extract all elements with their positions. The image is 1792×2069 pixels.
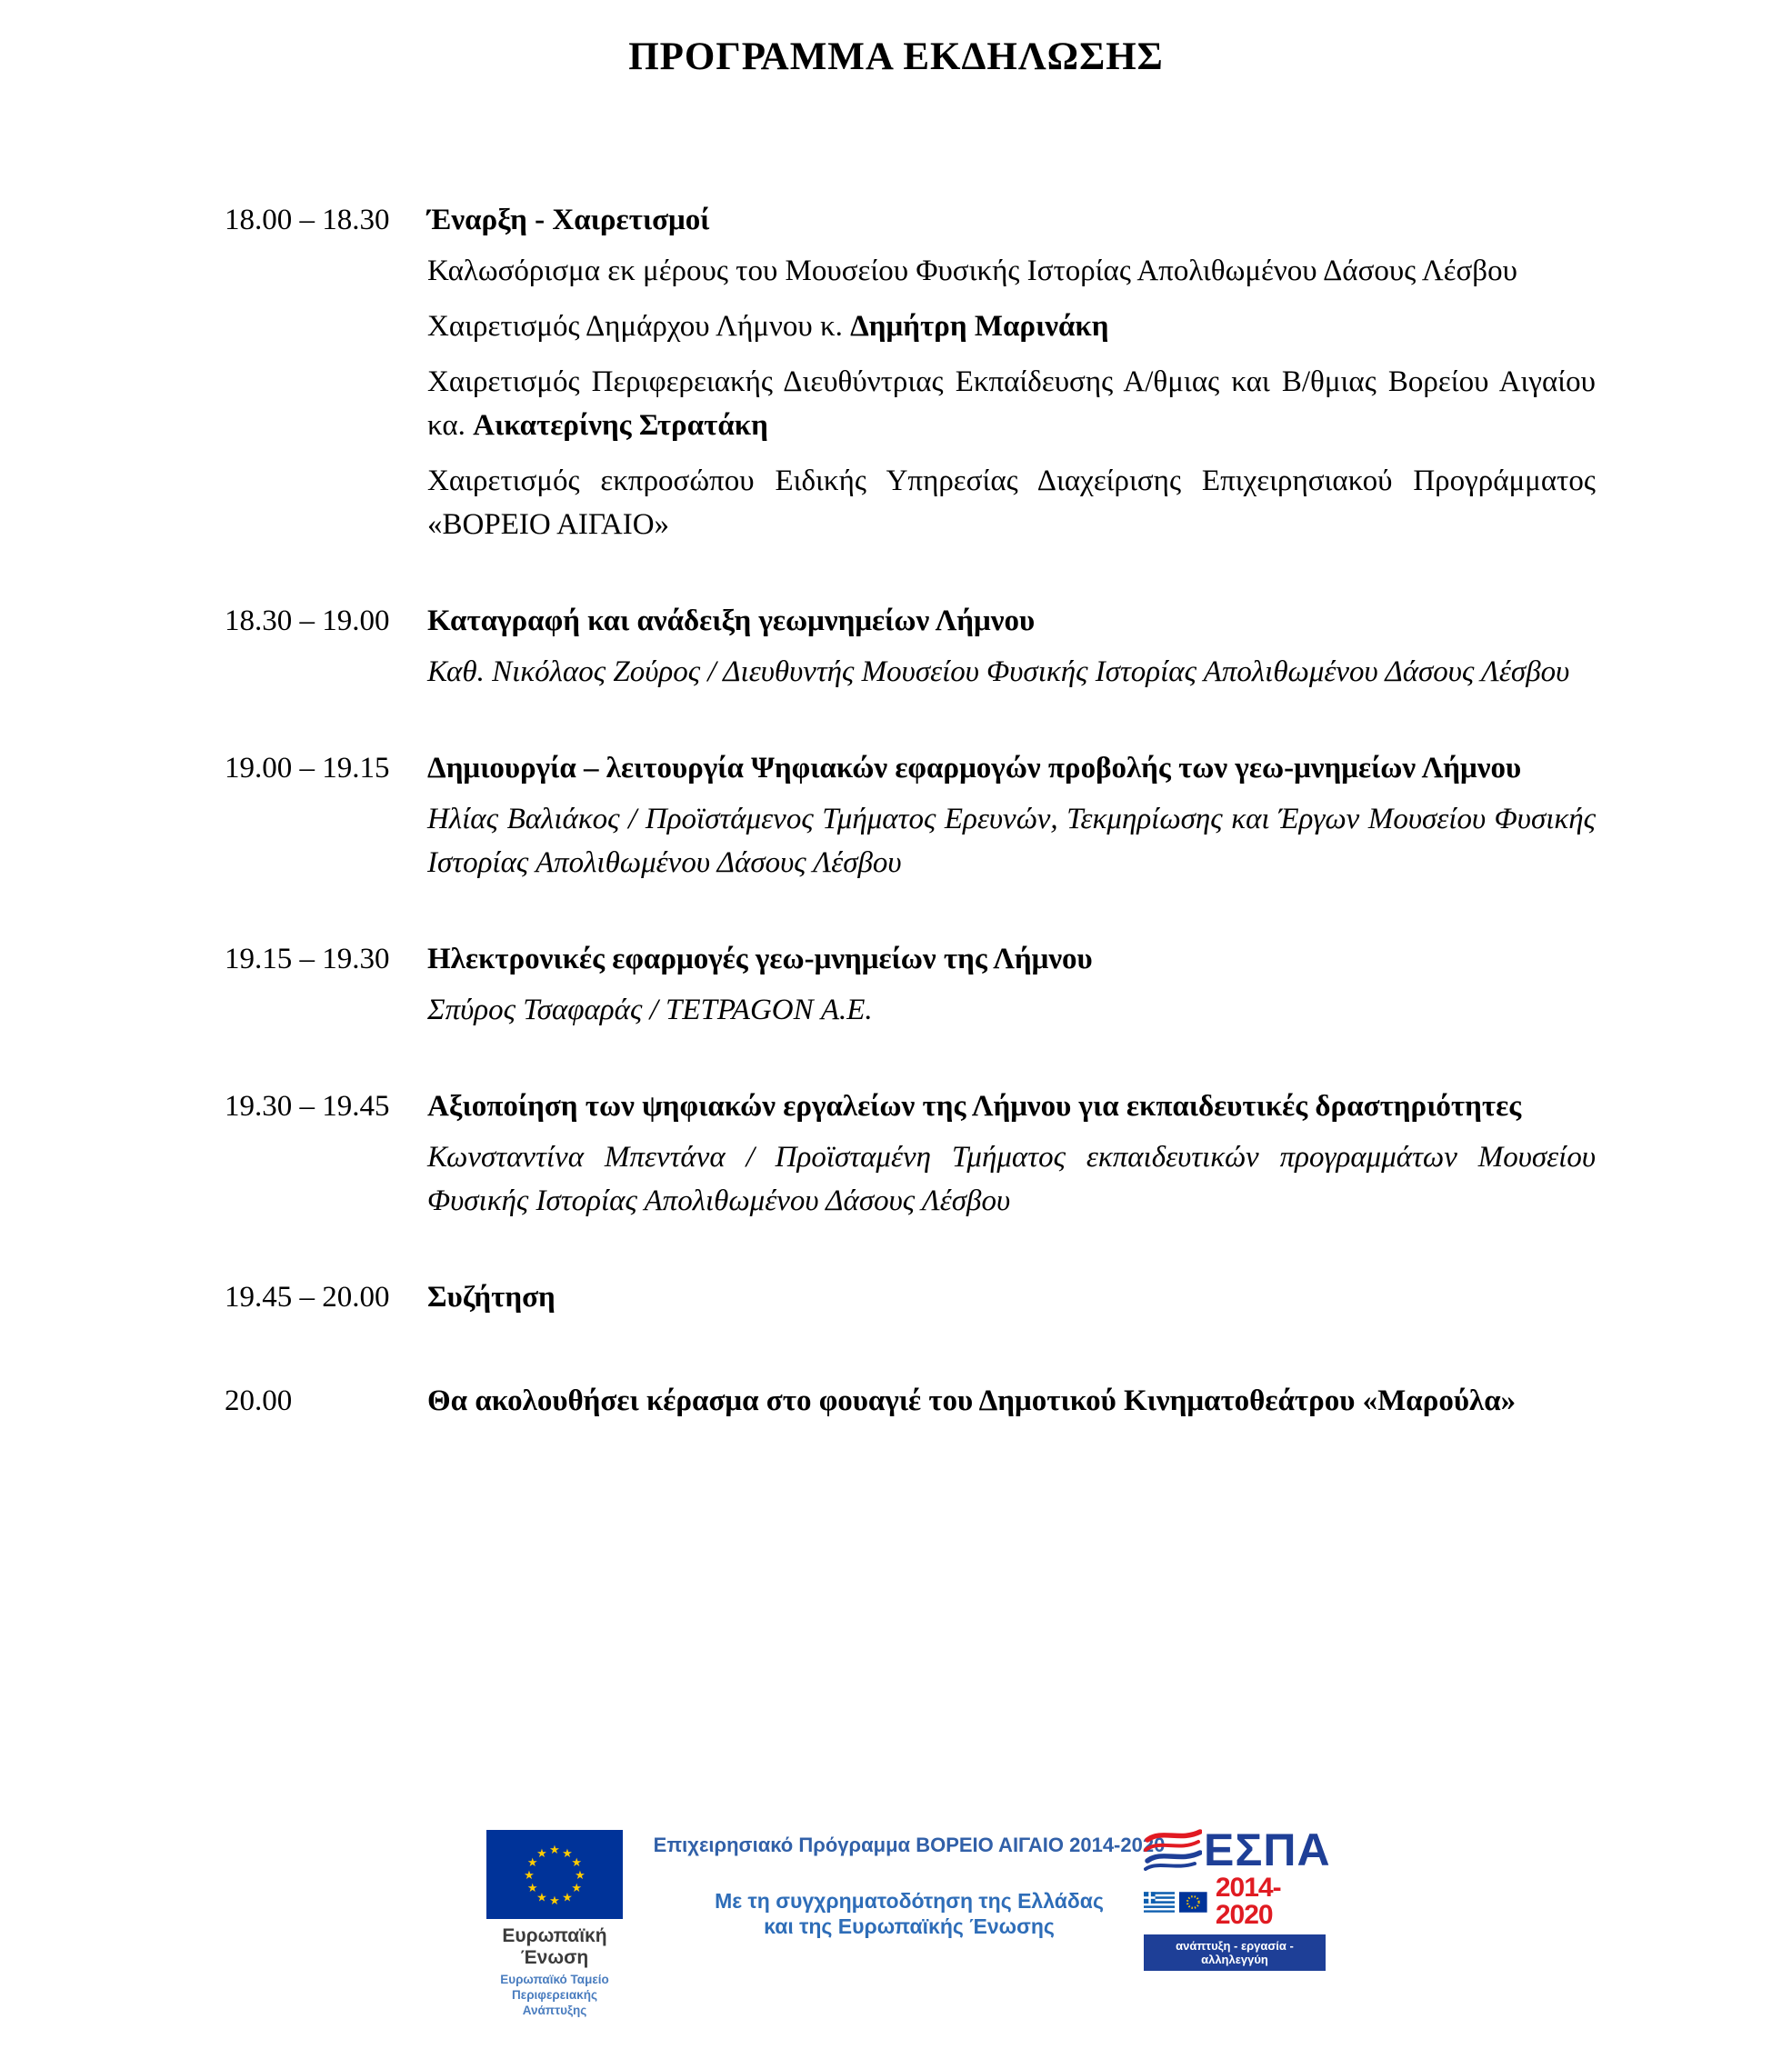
operational-program-line: Επιχειρησιακό Πρόγραμμα ΒΟΡΕΙΟ ΑΙΓΑΙΟ 2014-2020 — [653, 1834, 1166, 1856]
session-content — [427, 1084, 1596, 1223]
schedule-item-educational — [225, 1084, 1596, 1223]
svg-text:★: ★ — [526, 1856, 538, 1870]
session-title: Θα ακολουθήσει κέρασμα στο φουαγιέ του Δημοτικού Κινηματοθεάτρου «Μαρούλα» — [427, 1384, 1517, 1417]
eu-flag-icon — [486, 1830, 623, 1919]
cofinancing-text — [627, 1888, 1191, 1939]
session-speaker: Κωνσταντίνα Μπεντάνα / Προϊσταμένη Τμήματος εκπαιδευτικών προγραμμάτων Μουσείου Φυσικής Ιστορίας Απολιθωμένου Δάσους Λέσβου — [427, 1141, 1596, 1217]
session-paragraph: Χαιρετισμός εκπροσώπου Ειδικής Υπηρεσίας Διαχείρισης Επιχειρησιακού Προγράμματος «ΒΟΡΕΙΟ ΑΙΓΑΙΟ» — [427, 465, 1596, 541]
page-title: ΠΡΟΓΡΑΜΜΑ ΕΚΔΗΛΩΣΗΣ — [628, 35, 1164, 78]
session-speaker: Ηλίας Βαλιάκος / Προϊστάμενος Τμήματος Ερευνών, Τεκμηρίωσης και Έργων Μουσείου Φυσικής Ιστορίας Απολιθωμένου Δάσους Λέσβου — [427, 803, 1596, 879]
espa-motto-bar: ανάπτυξη - εργασία - αλληλεγγύη — [1144, 1934, 1326, 1971]
greek-flag-icon — [1144, 1891, 1175, 1914]
session-title: Δημιουργία – λειτουργία Ψηφιακών εφαρμογών προβολής των γεω-μνημείων Λήμνου — [427, 752, 1522, 785]
time-slot: 19.15 – 19.30 — [225, 943, 390, 975]
schedule-item-geomnimeia — [225, 599, 1596, 694]
eu-fund-line2: Περιφερειακής Ανάπτυξης — [512, 1988, 597, 2017]
eu-flag-small-icon — [1179, 1891, 1207, 1914]
session-paragraph — [427, 360, 1596, 447]
session-content — [427, 937, 1596, 1032]
cofinancing-line1: Με τη συγχρηματοδότηση της Ελλάδας — [715, 1889, 1104, 1913]
session-paragraph — [427, 305, 1596, 348]
session-content — [427, 599, 1596, 694]
time-slot: 19.30 – 19.45 — [225, 1090, 390, 1123]
session-speaker: Καθ. Νικόλαος Ζούρος / Διευθυντής Μουσείου Φυσικής Ιστορίας Απολιθωμένου Δάσους Λέσβου — [427, 655, 1570, 688]
svg-text:★: ★ — [562, 1846, 573, 1861]
funding-footer — [0, 1818, 1792, 2018]
time-slot: 19.45 – 20.00 — [225, 1281, 390, 1314]
eu-logo-block — [483, 1830, 626, 2018]
espa-logo-middle — [1144, 1874, 1326, 1929]
schedule-item-reception — [225, 1379, 1596, 1430]
session-title: Συζήτηση — [427, 1281, 556, 1314]
time-slot: 20.00 — [225, 1384, 293, 1417]
session-content — [427, 1379, 1596, 1430]
schedule — [225, 198, 1596, 1483]
espa-years: 2014-2020 — [1215, 1873, 1281, 1930]
greeting-text: Χαιρετισμός Περιφερειακής Διευθύντριας Εκπαίδευσης Α/θμιας και Β/θμιας Βορείου Αιγαίου κα. — [427, 365, 1596, 442]
eu-fund-name — [483, 1972, 626, 2018]
espa-title: ΕΣΠΑ — [1204, 1824, 1331, 1875]
eu-fund-line1: Ευρωπαϊκό Ταμείο — [500, 1973, 609, 1986]
svg-text:★: ★ — [549, 1894, 560, 1908]
schedule-item-digital-apps — [225, 746, 1596, 885]
time-slot: 19.00 – 19.15 — [225, 752, 390, 785]
speaker-name: Δημήτρη Μαρινάκη — [850, 310, 1109, 343]
session-title: Αξιοποίηση των ψηφιακών εργαλείων της Λήμνου για εκπαιδευτικές δραστηριότητες — [427, 1090, 1522, 1123]
session-title: Έναρξη - Χαιρετισμοί — [427, 204, 710, 236]
svg-text:★: ★ — [575, 1869, 586, 1883]
svg-text:★: ★ — [524, 1869, 535, 1883]
schedule-item-discussion — [225, 1275, 1596, 1326]
espa-logo-block — [1144, 1824, 1331, 1971]
espa-waves-icon — [1144, 1827, 1202, 1871]
svg-text:★: ★ — [526, 1882, 538, 1895]
svg-text:★: ★ — [536, 1846, 547, 1861]
session-title: Καταγραφή και ανάδειξη γεωμνημείων Λήμνου — [427, 605, 1036, 637]
svg-text:★: ★ — [562, 1891, 573, 1905]
espa-logo-top — [1144, 1824, 1331, 1875]
session-content — [427, 1275, 1596, 1326]
eu-flag-label: Ευρωπαϊκή Ένωση — [502, 1925, 607, 1968]
svg-text:★: ★ — [536, 1891, 547, 1905]
time-slot: 18.00 – 18.30 — [225, 204, 390, 236]
time-slot: 18.30 – 19.00 — [225, 605, 390, 637]
svg-text:★: ★ — [549, 1844, 560, 1857]
svg-text:★: ★ — [571, 1882, 583, 1895]
session-title: Ηλεκτρονικές εφαρμογές γεω-μνημείων της Λήμνου — [427, 943, 1093, 975]
session-content — [427, 746, 1596, 885]
program-text-block — [627, 1834, 1191, 1939]
session-content — [427, 198, 1596, 546]
session-paragraph: Καλωσόρισμα εκ μέρους του Μουσείου Φυσικής Ιστορίας Απολιθωμένου Δάσους Λέσβου — [427, 255, 1517, 287]
schedule-item-electronic-apps — [225, 937, 1596, 1032]
greeting-text: Χαιρετισμός Δημάρχου Λήμνου κ. — [427, 310, 851, 343]
schedule-item-opening — [225, 198, 1596, 546]
svg-text:★: ★ — [571, 1856, 583, 1870]
session-speaker: Σπύρος Τσαφαράς / TETPAGON Α.Ε. — [427, 994, 873, 1026]
speaker-name: Αικατερίνης Στρατάκη — [473, 409, 768, 442]
cofinancing-line2: και της Ευρωπαϊκής Ένωσης — [764, 1914, 1055, 1938]
